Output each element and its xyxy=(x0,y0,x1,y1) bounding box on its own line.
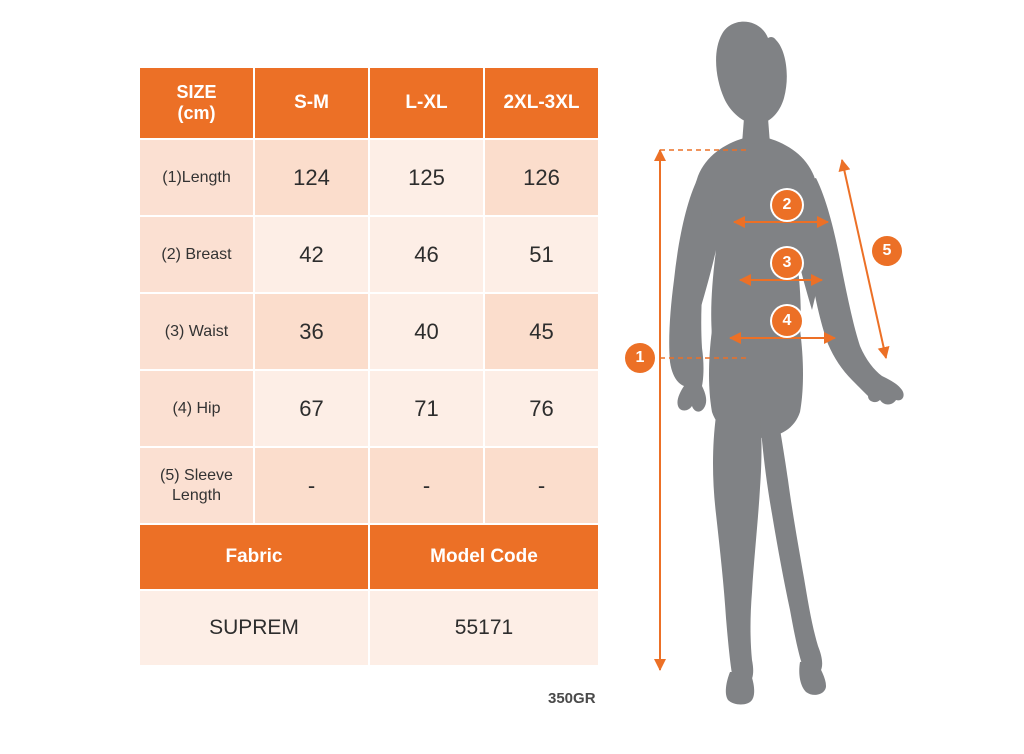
header-2xl-3xl: 2XL-3XL xyxy=(484,67,599,139)
weight-label: 350GR xyxy=(548,690,596,707)
badge-breast: 2 xyxy=(772,190,802,220)
header-size-line2: (cm) xyxy=(177,103,216,123)
cell-sleeve-2xl-3xl: - xyxy=(484,447,599,524)
cell-length-2xl-3xl: 126 xyxy=(484,139,599,216)
cell-length-s-m: 124 xyxy=(254,139,369,216)
cell-hip-s-m: 67 xyxy=(254,370,369,447)
row-label-sleeve-length: (5) Sleeve Length xyxy=(139,447,254,524)
cell-breast-2xl-3xl: 51 xyxy=(484,216,599,293)
header-l-xl: L-XL xyxy=(369,67,484,139)
table-row xyxy=(139,370,599,447)
cell-sleeve-l-xl: - xyxy=(369,447,484,524)
cell-hip-l-xl: 71 xyxy=(369,370,484,447)
table-row xyxy=(139,447,599,524)
row-label-breast: (2) Breast xyxy=(139,216,254,293)
cell-waist-s-m: 36 xyxy=(254,293,369,370)
table-row xyxy=(139,216,599,293)
footer-header-model-code: Model Code xyxy=(369,524,599,590)
footer-value-fabric: SUPREM xyxy=(139,590,369,666)
table-footer-value-row xyxy=(139,590,599,666)
figure-panel xyxy=(620,10,1010,710)
row-label-hip: (4) Hip xyxy=(139,370,254,447)
badge-hip: 4 xyxy=(772,306,802,336)
badge-length: 1 xyxy=(625,343,655,373)
size-table xyxy=(138,66,600,667)
header-s-m: S-M xyxy=(254,67,369,139)
row-label-waist: (3) Waist xyxy=(139,293,254,370)
header-size-cm xyxy=(139,67,254,139)
row-label-length: (1)Length xyxy=(139,139,254,216)
cell-waist-l-xl: 40 xyxy=(369,293,484,370)
table-footer-header-row xyxy=(139,524,599,590)
table-row xyxy=(139,293,599,370)
cell-length-l-xl: 125 xyxy=(369,139,484,216)
female-body-silhouette xyxy=(669,22,903,705)
badge-waist: 3 xyxy=(772,248,802,278)
table-header-row xyxy=(139,67,599,139)
cell-breast-s-m: 42 xyxy=(254,216,369,293)
header-size-line1: SIZE xyxy=(176,82,217,103)
body-silhouette-diagram xyxy=(620,10,1010,710)
badge-sleeve-length: 5 xyxy=(872,236,902,266)
cell-hip-2xl-3xl: 76 xyxy=(484,370,599,447)
footer-value-model-code: 55171 xyxy=(369,590,599,666)
cell-breast-l-xl: 46 xyxy=(369,216,484,293)
cell-sleeve-s-m: - xyxy=(254,447,369,524)
table-row xyxy=(139,139,599,216)
footer-header-fabric: Fabric xyxy=(139,524,369,590)
cell-waist-2xl-3xl: 45 xyxy=(484,293,599,370)
